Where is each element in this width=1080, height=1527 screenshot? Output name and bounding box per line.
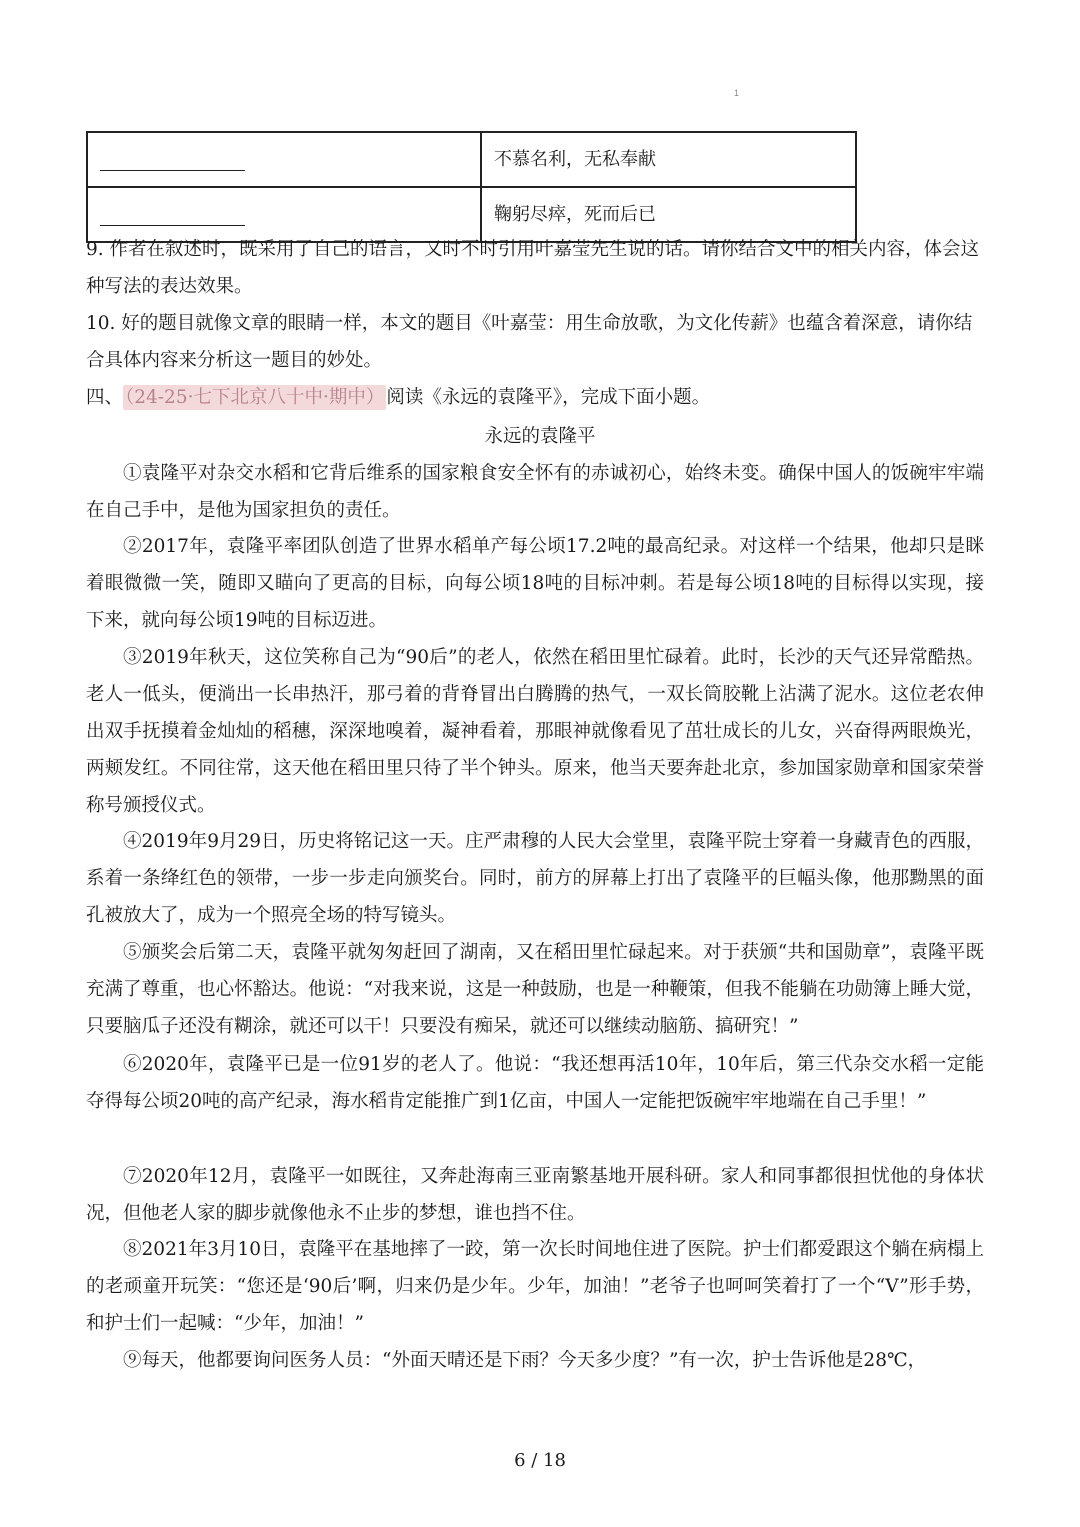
answer-table (86, 131, 857, 243)
paragraph-7: ⑦2020年12月，袁隆平一如既往，又奔赴海南三亚南繁基地开展科研。家人和同事都很担忧他的身体状况，但他老人家的脚步就像他永不止步的梦想，谁也挡不住。 (86, 1166, 984, 1224)
paragraph-5: ⑤颁奖会后第二天，袁隆平就匆匆赶回了湖南，又在稻田里忙碌起来。对于获颁“共和国勋章”，袁隆平既充满了尊重，也心怀豁达。他说：“对我来说，这是一种鼓励，也是一种鞭策，但我不能躺在功勋簿上睡大觉，只要脑瓜子还没有糊涂，就还可以干！只要没有痴呆，就还可以继续动脑筋、搞研究！” (86, 942, 984, 1037)
section-4-instruction: 阅读《永远的袁隆平》，完成下面小题。 (386, 387, 711, 408)
phrase-cell: 鞠躬尽瘁，死而后已 (481, 187, 856, 242)
header-mark: 1 (734, 88, 740, 98)
answer-blank-cell[interactable] (87, 132, 481, 187)
paragraph-8: ⑧2021年3月10日，袁隆平在基地摔了一跤，第一次长时间地住进了医院。护士们都爱跟这个躺在病榻上的老顽童开玩笑：“您还是‘90后’啊，归来仍是少年。少年，加油！”老爷子也呵呵笑着打了一个“V”形手势，和护士们一起喊：“少年，加油！” (86, 1239, 984, 1334)
phrase-cell: 不慕名利，无私奉献 (481, 132, 856, 187)
source-tag: （24-25·七下北京八十中·期中） (125, 387, 385, 408)
section-4-prefix: 四、 (86, 387, 124, 408)
section-4-heading (86, 379, 984, 416)
answer-blank-line[interactable] (100, 144, 245, 171)
paragraph-9: ⑨每天，他都要询问医务人员：“外面天晴还是下雨？今天多少度？”有一次，护士告诉他是28℃， (123, 1350, 927, 1371)
question-10: 10. 好的题目就像文章的眼睛一样，本文的题目《叶嘉莹：用生命放歌，为文化传薪》也蕴含着深意，请你结合具体内容来分析这一题目的妙处。 (86, 313, 973, 371)
table-row (87, 132, 856, 187)
paragraph-3: ③2019年秋天，这位笑称自己为“90后”的老人，依然在稻田里忙碌着。此时，长沙的天气还异常酷热。老人一低头，便淌出一长串热汗，那弓着的背脊冒出白腾腾的热气，一双长筒胶靴上沾满了泥水。这位老农伸出双手抚摸着金灿灿的稻穗，深深地嗅着，凝神看着，那眼神就像看见了茁壮成长的儿女，兴奋得两眼焕光，两颊发红。不同往常，这天他在稻田里只待了半个钟头。原来，他当天要奔赴北京，参加国家勋章和国家荣誉称号颁授仪式。 (86, 647, 984, 816)
passage-title: 永远的袁隆平 (484, 426, 596, 447)
page-number: 6 / 18 (514, 1450, 566, 1471)
paragraph-2: ②2017年，袁隆平率团队创造了世界水稻单产每公顷17.2吨的最高纪录。对这样一个结果，他却只是眯着眼微微一笑，随即又瞄向了更高的目标，向每公顷18吨的目标冲刺。若是每公顷18吨的目标得以实现，接下来，就向每公顷19吨的目标迈进。 (86, 536, 984, 631)
question-9: 9. 作者在叙述时，既采用了自己的语言，又时不时引用叶嘉莹先生说的话。请你结合文中的相关内容，体会这种写法的表达效果。 (86, 239, 980, 297)
paragraph-4: ④2019年9月29日，历史将铭记这一天。庄严肃穆的人民大会堂里，袁隆平院士穿着一身藏青色的西服，系着一条绛红色的领带，一步一步走向颁奖台。同时，前方的屏幕上打出了袁隆平的巨幅头像，他那黝黑的面孔被放大了，成为一个照亮全场的特写镜头。 (86, 831, 984, 926)
answer-blank-line[interactable] (100, 199, 245, 226)
paragraph-6: ⑥2020年，袁隆平已是一位91岁的老人了。他说：“我还想再活10年，10年后，第三代杂交水稻一定能夺得每公顷20吨的高产纪录，海水稻肯定能推广到1亿亩，中国人一定能把饭碗牢牢地端在自己手里！” (86, 1054, 984, 1112)
paragraph-1: ①袁隆平对杂交水稻和它背后维系的国家粮食安全怀有的赤诚初心，始终未变。确保中国人的饭碗牢牢端在自己手中，是他为国家担负的责任。 (86, 463, 984, 521)
